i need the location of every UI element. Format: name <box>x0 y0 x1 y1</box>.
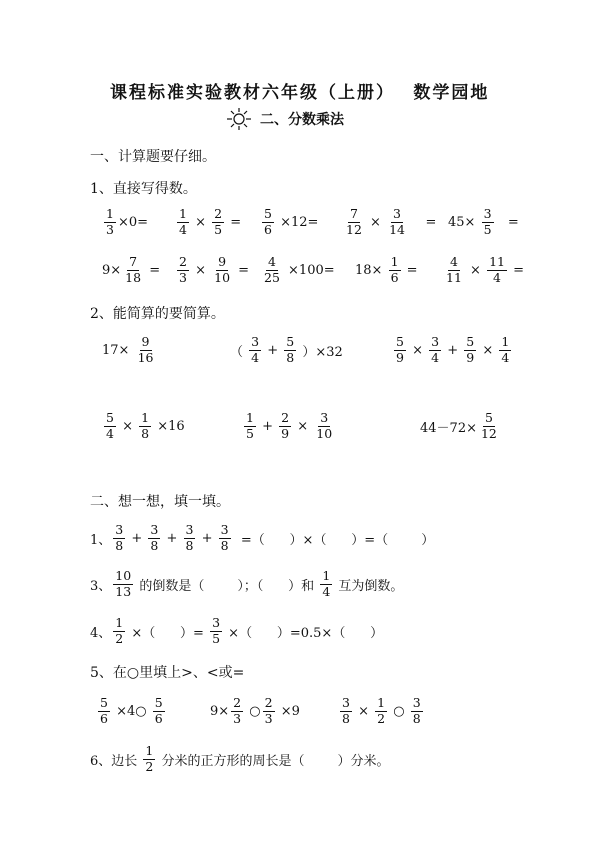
numerator: 1 <box>246 410 254 425</box>
denominator: 25 <box>264 269 280 285</box>
fraction <box>113 570 133 598</box>
expression-text: = <box>234 262 250 278</box>
expression-text: = <box>226 214 242 230</box>
denominator: 2 <box>115 630 124 646</box>
fraction <box>320 570 332 598</box>
numerator: 3 <box>185 522 194 537</box>
expression-text: 分米的正方形的周长是（ ）分米。 <box>157 753 390 769</box>
denominator: 8 <box>220 537 229 553</box>
denominator: 3 <box>233 710 242 726</box>
expression-text: ×12= <box>275 214 319 230</box>
numerator: 1 <box>145 743 154 758</box>
denominator: 8 <box>412 710 421 726</box>
fraction <box>262 256 282 284</box>
denominator: 13 <box>115 583 132 599</box>
q1-item-8 <box>260 256 335 284</box>
denominator: 8 <box>141 425 150 441</box>
expression-text: 的倒数是（ ）；（ ）和 <box>135 578 319 594</box>
q1-item-7 <box>175 256 249 284</box>
q2-item-4 <box>102 412 185 440</box>
fraction <box>499 336 511 364</box>
fill-question-1 <box>90 524 434 552</box>
numerator: 3 <box>431 334 440 349</box>
fraction <box>219 524 231 552</box>
numerator: 5 <box>154 695 163 710</box>
fraction <box>244 412 256 440</box>
section-2-heading: 二、想一想，填一填。 <box>90 494 230 510</box>
expression-text: + <box>443 342 463 358</box>
numerator: 5 <box>466 334 475 349</box>
expression-text: ）×32 <box>298 344 343 360</box>
expression-text: × <box>465 262 486 278</box>
denominator: 5 <box>212 630 221 646</box>
expression-text: = <box>495 214 519 230</box>
fraction <box>464 336 476 364</box>
expression-text: + <box>162 530 182 546</box>
fraction <box>284 336 296 364</box>
numerator: 1 <box>179 206 187 221</box>
expression-text: ×（ ）=0.5×（ ） <box>224 625 384 641</box>
numerator: 1 <box>322 568 331 583</box>
numerator: 1 <box>115 615 124 630</box>
q1-item-1 <box>102 208 148 236</box>
expression-text: × <box>117 418 138 434</box>
denominator: 10 <box>316 425 333 441</box>
numerator: 9 <box>218 254 227 269</box>
q1-item-3 <box>260 208 318 236</box>
fraction <box>113 524 125 552</box>
numerator: 1 <box>501 334 510 349</box>
numerator: 3 <box>412 695 421 710</box>
expression-text: = <box>508 262 525 278</box>
denominator: 11 <box>446 269 462 285</box>
fraction <box>139 412 151 440</box>
denominator: 4 <box>179 221 187 237</box>
numerator: 7 <box>349 206 358 221</box>
expression-text: 17× <box>102 342 134 358</box>
section-subtitle: 二、分数乘法 <box>260 112 344 128</box>
numerator: 2 <box>281 410 290 425</box>
denominator: 18 <box>125 269 142 285</box>
numerator: 5 <box>106 410 114 425</box>
numerator: 3 <box>251 334 260 349</box>
expression-text: ×9 <box>276 703 300 719</box>
fraction <box>387 208 407 236</box>
fraction <box>375 697 387 725</box>
fraction <box>104 208 116 236</box>
expression-text: ×0= <box>117 214 149 230</box>
fraction <box>177 208 189 236</box>
compare-item-1 <box>96 697 167 725</box>
fraction <box>148 524 160 552</box>
q2-item-1 <box>102 336 157 364</box>
numerator: 2 <box>179 254 187 269</box>
expression-text: 6、边长 <box>90 753 142 769</box>
denominator: 8 <box>185 537 194 553</box>
numerator: 9 <box>141 334 150 349</box>
compare-item-3 <box>338 697 425 725</box>
numerator: 5 <box>396 334 404 349</box>
section-1-heading: 一、计算题要仔细。 <box>90 149 216 165</box>
numerator: 3 <box>212 615 221 630</box>
q1-item-10 <box>442 256 524 284</box>
fill-question-4 <box>90 617 383 645</box>
fraction <box>136 336 156 364</box>
expression-text: 9× <box>210 703 230 719</box>
sun-icon <box>222 107 256 131</box>
expression-text: × <box>353 703 374 719</box>
expression-text: + <box>257 418 278 434</box>
fill-question-6 <box>90 745 390 773</box>
fraction <box>184 524 196 552</box>
denominator: 3 <box>179 269 187 285</box>
expression-text: =（ ）×（ ）=（ ） <box>232 532 435 548</box>
numerator: 3 <box>483 206 492 221</box>
fill-question-5-heading: 5、在○里填上>、<或= <box>90 665 245 681</box>
denominator: 9 <box>396 349 404 365</box>
numerator: 5 <box>484 410 493 425</box>
expression-text: 18× <box>355 262 387 278</box>
expression-text: ×4○ <box>111 703 151 719</box>
compare-item-2 <box>210 697 300 725</box>
q2-item-2 <box>230 336 343 364</box>
denominator: 3 <box>106 221 114 237</box>
denominator: 5 <box>246 425 254 441</box>
fraction <box>429 336 441 364</box>
numerator: 3 <box>115 522 124 537</box>
fraction <box>143 745 155 773</box>
fraction <box>340 697 352 725</box>
fraction <box>177 256 189 284</box>
denominator: 9 <box>466 349 475 365</box>
q1-item-6 <box>102 256 160 284</box>
expression-text: （ <box>230 344 248 360</box>
expression-text: + <box>127 530 147 546</box>
expression-text: × <box>407 342 428 358</box>
denominator: 8 <box>150 537 159 553</box>
q1-item-2 <box>175 208 241 236</box>
fraction <box>263 697 275 725</box>
fraction <box>444 256 464 284</box>
fraction <box>411 697 423 725</box>
numerator: 3 <box>393 206 401 221</box>
fraction <box>212 208 224 236</box>
fraction <box>249 336 261 364</box>
denominator: 12 <box>480 425 497 441</box>
numerator: 3 <box>320 410 329 425</box>
denominator: 6 <box>100 710 108 726</box>
numerator: 5 <box>264 206 272 221</box>
denominator: 6 <box>154 710 163 726</box>
denominator: 5 <box>214 221 223 237</box>
fraction <box>98 697 110 725</box>
expression-text: × <box>190 214 211 230</box>
denominator: 8 <box>342 710 350 726</box>
numerator: 4 <box>267 254 276 269</box>
expression-text: = <box>402 262 418 278</box>
expression-text: × <box>190 262 211 278</box>
q2-item-3 <box>392 336 513 364</box>
expression-text: ○ <box>245 703 261 719</box>
numerator: 1 <box>390 254 399 269</box>
numerator: 7 <box>129 254 138 269</box>
fraction <box>231 697 243 725</box>
denominator: 5 <box>483 221 492 237</box>
fill-question-3 <box>90 570 403 598</box>
fraction <box>487 256 507 284</box>
expression-text: 9× <box>102 262 122 278</box>
fraction <box>153 697 165 725</box>
expression-text: = <box>145 262 161 278</box>
q1-item-4 <box>342 208 436 236</box>
expression-text: 44－72× <box>420 420 477 436</box>
denominator: 3 <box>264 710 273 726</box>
numerator: 10 <box>115 568 132 583</box>
denominator: 12 <box>346 221 362 237</box>
denominator: 10 <box>214 269 231 285</box>
fraction <box>389 256 401 284</box>
expression-text: × <box>293 418 313 434</box>
expression-text: ×（ ）= <box>127 625 209 641</box>
fraction <box>279 412 291 440</box>
expression-text: ×100= <box>283 262 335 278</box>
expression-text: ○ <box>389 703 409 719</box>
denominator: 8 <box>115 537 124 553</box>
q2-item-6 <box>420 412 501 440</box>
question-1-heading: 1、直接写得数。 <box>90 181 197 197</box>
fraction <box>212 256 232 284</box>
q1-item-9 <box>355 256 418 284</box>
numerator: 2 <box>233 695 242 710</box>
expression-text: 4、 <box>90 625 112 641</box>
expression-text: 1、 <box>90 532 112 548</box>
numerator: 5 <box>286 334 295 349</box>
fraction <box>314 412 334 440</box>
expression-text: × <box>478 342 498 358</box>
fraction <box>113 617 125 645</box>
expression-text: × <box>365 214 386 230</box>
denominator: 6 <box>264 221 272 237</box>
expression-text: + <box>263 342 283 358</box>
fraction <box>482 208 494 236</box>
denominator: 6 <box>390 269 399 285</box>
denominator: 4 <box>251 349 260 365</box>
numerator: 1 <box>141 410 150 425</box>
fraction <box>394 336 406 364</box>
numerator: 3 <box>220 522 229 537</box>
fraction <box>262 208 274 236</box>
numerator: 5 <box>100 695 108 710</box>
denominator: 2 <box>377 710 386 726</box>
numerator: 3 <box>150 522 159 537</box>
expression-text: = <box>408 214 437 230</box>
numerator: 2 <box>264 695 273 710</box>
denominator: 4 <box>431 349 440 365</box>
denominator: 4 <box>501 349 510 365</box>
question-2-heading: 2、能简算的要简算。 <box>90 306 225 322</box>
expression-text: 45× <box>448 214 480 230</box>
expression-text: 互为倒数。 <box>334 578 404 594</box>
expression-text: 3、 <box>90 578 112 594</box>
numerator: 4 <box>449 254 458 269</box>
fraction <box>210 617 222 645</box>
denominator: 16 <box>137 349 154 365</box>
fraction <box>479 412 499 440</box>
numerator: 1 <box>377 695 386 710</box>
denominator: 4 <box>493 269 501 285</box>
numerator: 3 <box>342 695 350 710</box>
q2-item-5 <box>242 412 336 440</box>
fraction <box>123 256 143 284</box>
denominator: 8 <box>286 349 295 365</box>
fraction <box>104 412 116 440</box>
numerator: 2 <box>214 206 223 221</box>
denominator: 4 <box>322 583 331 599</box>
denominator: 2 <box>145 758 154 774</box>
denominator: 14 <box>389 221 405 237</box>
expression-text: ×16 <box>153 418 185 434</box>
page-title: 课程标准实验教材六年级（上册） 数学园地 <box>110 83 490 103</box>
numerator: 11 <box>489 254 505 269</box>
fraction <box>344 208 364 236</box>
q1-item-5 <box>448 208 519 236</box>
denominator: 9 <box>281 425 290 441</box>
denominator: 4 <box>106 425 114 441</box>
numerator: 1 <box>106 206 114 221</box>
expression-text: + <box>197 530 217 546</box>
